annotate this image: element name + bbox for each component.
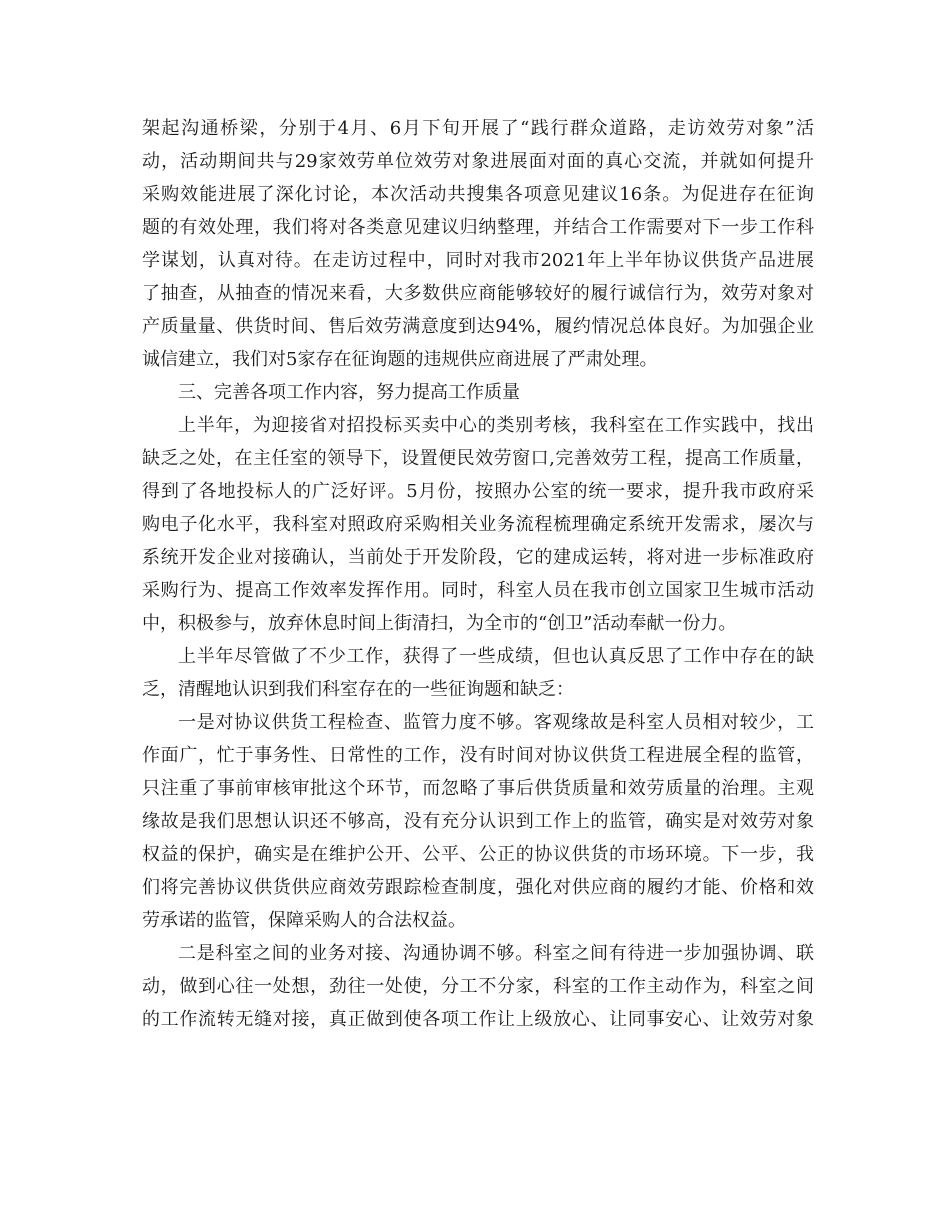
text-line: 二是科室之间的业务对接、沟通协调不够。科室之间有待进一步加强协调、联: [178, 943, 814, 964]
text-line: 学谋划，认真对待。在走访过程中，同时对我市2021年上半年协议供货产品进展: [142, 250, 814, 271]
text-line: 作面广，忙于事务性、日常性的工作，没有时间对协议供货工程进展全程的监管，: [142, 745, 814, 766]
text-line: 只注重了事前审核审批这个环节，而忽略了事后供货质量和效劳质量的治理。主观: [142, 778, 814, 799]
text-line: 系统开发企业对接确认，当前处于开发阶段，它的建成运转，将对进一步标准政府: [142, 547, 814, 568]
text-line: 题的有效处理，我们将对各类意见建议归纳整理，并结合工作需要对下一步工作科: [142, 217, 814, 238]
text-line: 们将完善协议供货供应商效劳跟踪检查制度，强化对供应商的履约才能、价格和效: [142, 877, 814, 898]
text-line: 缺乏之处，在主任室的领导下，设置便民效劳窗口,完善效劳工程，提高工作质量，: [142, 448, 814, 469]
text-line: 劳承诺的监管，保障采购人的合法权益。: [142, 910, 466, 931]
text-line: 得到了各地投标人的广泛好评。5月份，按照办公室的统一要求，提升我市政府采: [142, 481, 814, 502]
text-line: 权益的保护，确实是在维护公开、公平、公正的协议供货的市场环境。下一步，我: [142, 844, 814, 865]
text-line: 诚信建立，我们对5家存在征询题的违规供应商进展了严肃处理。: [142, 349, 658, 370]
text-line: 的工作流转无缝对接，真正做到使各项工作让上级放心、让同事安心、让效劳对象: [142, 1009, 814, 1030]
text-line: 动，活动期间共与29家效劳单位效劳对象进展面对面的真心交流，并就如何提升: [142, 151, 814, 172]
text-line: 采购效能进展了深化讨论，本次活动共搜集各项意见建议16条。为促进存在征询: [142, 184, 814, 205]
text-line: 动，做到心往一处想，劲往一处使，分工不分家，科室的工作主动作为，科室之间: [142, 976, 814, 997]
text-line: 上半年，为迎接省对招投标买卖中心的类别考核，我科室在工作实践中，找出: [178, 415, 814, 436]
text-line: 架起沟通桥梁，分别于4月、6月下旬开展了“践行群众道路，走访效劳对象”活: [142, 118, 814, 139]
text-line: 产质量量、供货时间、售后效劳满意度到达94%，履约情况总体良好。为加强企业: [142, 316, 814, 337]
text-line: 一是对协议供货工程检查、监管力度不够。客观缘故是科室人员相对较少，工: [178, 712, 814, 733]
text-line: 缘故是我们思想认识还不够高，没有充分认识到工作上的监管，确实是对效劳对象: [142, 811, 814, 832]
document-body: [142, 112, 814, 1036]
text-line: 乏，清醒地认识到我们科室存在的一些征询题和缺乏：: [142, 679, 574, 700]
text-line: 购电子化水平，我科室对照政府采购相关业务流程梳理确定系统开发需求，屡次与: [142, 514, 814, 535]
text-line: 采购行为、提高工作效率发挥作用。同时，科室人员在我市创立国家卫生城市活动: [142, 580, 814, 601]
text-line: 了抽查，从抽查的情况来看，大多数供应商能够较好的履行诚信行为，效劳对象对: [142, 283, 814, 304]
text-line: 中，积极参与，放弃休息时间上街清扫，为全市的“创卫”活动奉献一份力。: [142, 613, 737, 634]
text-line: 三、完善各项工作内容，努力提高工作质量: [178, 382, 520, 403]
text-line: 上半年尽管做了不少工作，获得了一些成绩，但也认真反思了工作中存在的缺: [178, 646, 814, 667]
